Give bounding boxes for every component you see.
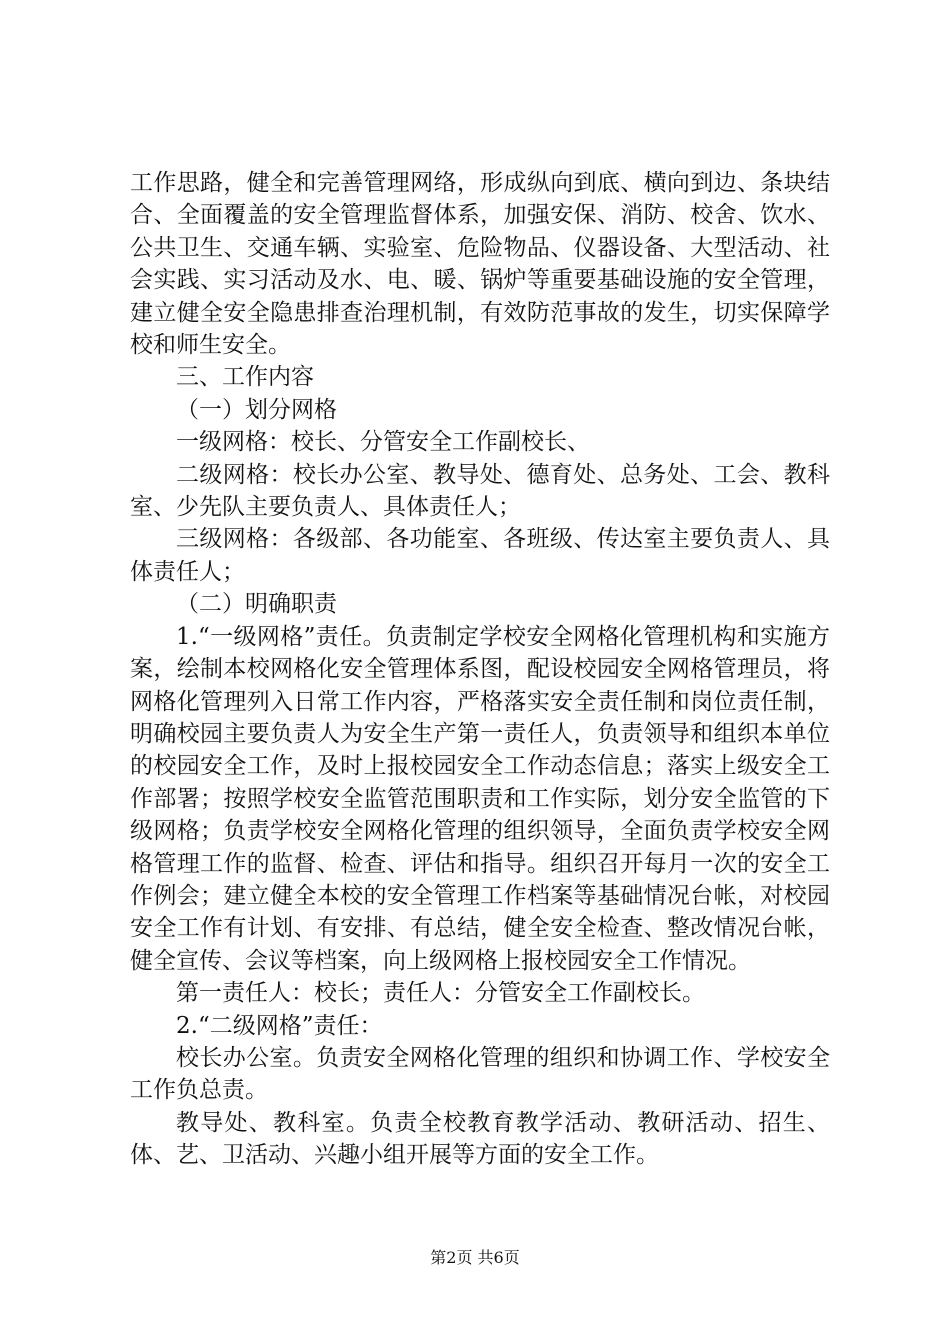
- section-heading-work-content: 三、工作内容: [176, 364, 314, 391]
- paragraph-level3-grid: 三级网格：各级部、各功能室、各班级、传达室主要负责人、具体责任人；: [130, 526, 830, 585]
- paragraph-teaching-office: 教导处、教科室。负责全校教育教学活动、教研活动、招生、体、艺、卫活动、兴趣小组开展等方面的安全工作。: [130, 1109, 830, 1169]
- subheading-clarify-duties: （二）明确职责: [176, 591, 337, 618]
- paragraph-level1-responsibility: 1.“一级网格”责任。负责制定学校安全网格化管理机构和实施方案，绘制本校网格化安全管理体系图，配设校园安全网格管理员，将网格化管理列入日常工作内容，严格落实安全责任制和岗位责任制，明确校园主要负责人为安全生产第一责任人，负责领导和组织本单位的校园安全工作，及时上报校园安全工作动态信息；落实上级安全工作部署；按照学校安全监管范围职责和工作实际，划分安全监管的下级网格；负责学校安全网格化管理的组织领导，全面负责学校安全网格管理工作的监督、检查、评估和指导。组织召开每月一次的安全工作例会；建立健全本校的安全管理工作档案等基础情况台帐，对校园安全工作有计划、有安排、有总结，健全安全检查、整改情况台帐，健全宣传、会议等档案，向上级网格上报校园安全工作情况。: [130, 623, 830, 974]
- paragraph-principal-office: 校长办公室。负责安全网格化管理的组织和协调工作、学校安全工作负总责。: [130, 1044, 830, 1104]
- paragraph-level1-grid: 一级网格：校长、分管安全工作副校长、: [176, 429, 590, 456]
- paragraph-first-responsible-person: 第一责任人：校长；责任人：分管安全工作副校长。: [176, 980, 705, 1007]
- paragraph-level2-grid: 二级网格：校长办公室、教导处、德育处、总务处、工会、教科室、少先队主要负责人、具体责任人；: [130, 461, 830, 521]
- subheading-divide-grid: （一）划分网格: [176, 396, 337, 423]
- document-body: [130, 167, 830, 1172]
- paragraph-1: 工作思路，健全和完善管理网络，形成纵向到底、横向到边、条块结合、全面覆盖的安全管理监督体系，加强安保、消防、校舍、饮水、公共卫生、交通车辆、实验室、危险物品、仪器设备、大型活动、社会实践、实习活动及水、电、暖、锅炉等重要基础设施的安全管理，建立健全安全隐患排查治理机制，有效防范事故的发生，切实保障学校和师生安全。: [130, 170, 830, 359]
- paragraph-level2-responsibility: 2.“二级网格”责任：: [176, 1012, 383, 1039]
- page-number: 第2页 共6页: [430, 1248, 520, 1267]
